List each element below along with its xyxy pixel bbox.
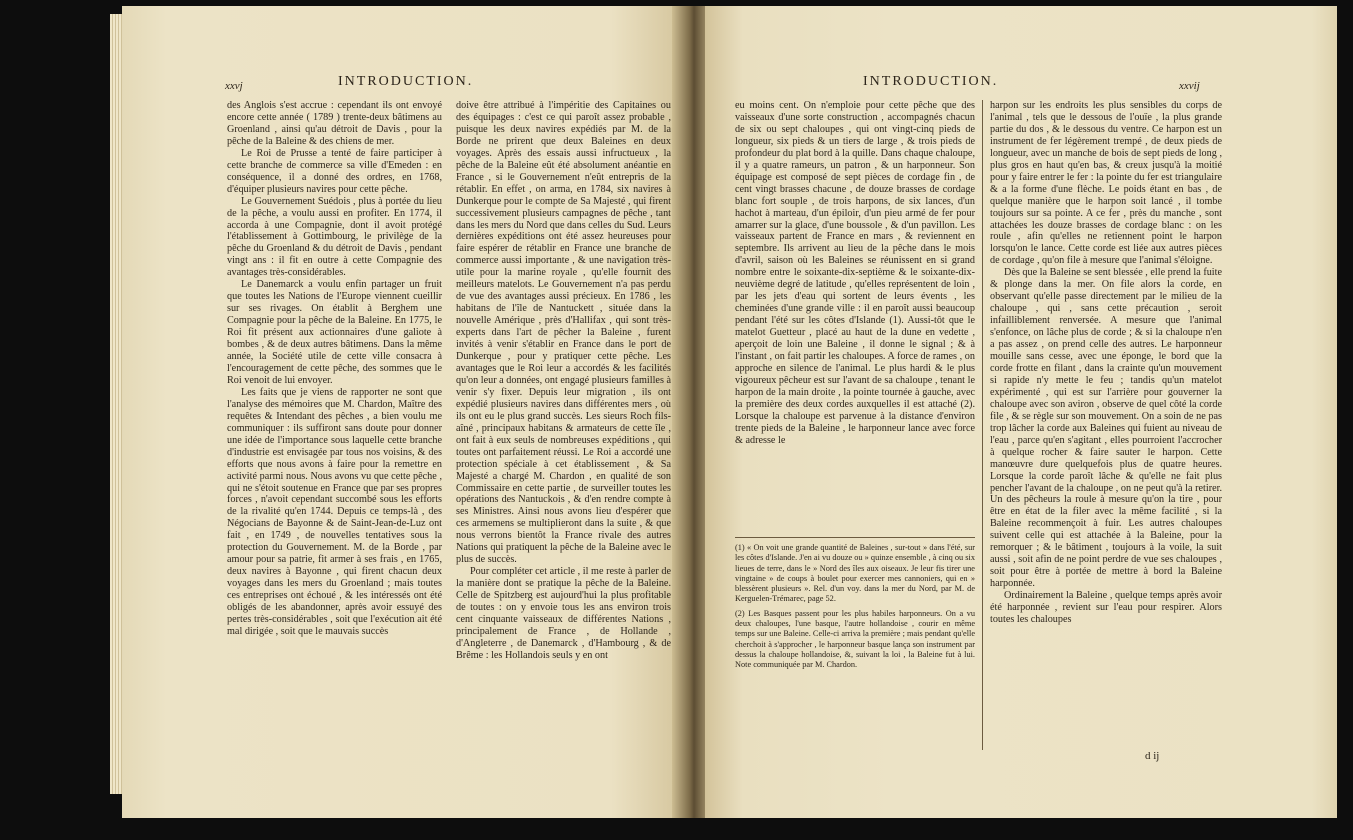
paragraph-4: Le Danemarck a voulu enfin partager un fruit que toutes les Nations de l'Europe viennent cueillir sur ses rivages. On établit à Berghem une Compagnie pour la pêche de la Baleine. En 1775, le Roi fit présent aux actionnaires d'une galiote à bombes , & de deux autres bâtimens. Dans la même année, la Société utile de cette ville consacra à l'encouragement de cette pêche, des sommes que le Roi venoit de lui envoyer. — [227, 279, 442, 386]
footnote-1: (1) « On voit une grande quantité de Baleines , sur-tout » dans l'été, sur les côtes d'Islande. J'en ai vu douze ou » quinze ensemble , à cinq ou six lieues de terre, dans le » Nord des îles aux oiseaux. Je leur fis tirer une vingtaine » de coups à boulet pour exercer mes cannoniers, qui en » blessèrent plusieurs ». Rel. d'un voy. dans la mer du Nord, par M. de Kerguelen-Trémarec, page 52. — [735, 543, 975, 604]
paragraph-1: doive être attribué à l'impéritie des Capitaines ou des équipages : c'est ce qui paroît assez probable , puisque les deux navires expédiés par M. de la Borde ne prirent que deux Baleines en deux voyages. Après des essais aussi infructueux , la pêche de la Baleine eût été absolument anéantie en France , si le Gouvernement n'eût entrepris de la rétablir. En effet , on arma, en 1784, six navires à Dunkerque pour le compte de Sa Majesté , qui firent successivement plusieurs campagnes de pêche , tant dans les mers du Nord que dans celles du Sud. Leurs dernières expéditions ont été assez heureuses pour faire espérer de rétablir en France une branche de commerce aussi importante , & une navigation très-utile pour la marine royale , qu'elle fournit des meilleurs matelots. Le Gouvernement n'a pas perdu de vue des avantages aussi précieux. En 1786 , les habitans de l'île de Nantuckett , située dans la nouvelle Amérique , près d'Hallifax , qui sont très-experts dans l'art de pêcher la Baleine , furent invités à venir s'établir en France dans le port de Dunkerque , pour y pratiquer cette pêche. Les avantages que le Roi leur a accordés & les facilités qu'on leur a données, ont engagé plusieurs familles à venir s'y fixer. Depuis leur migration , ils ont expédié plusieurs navires dans différentes mers , où ils ont eu le plus grand succès. Les sieurs Roch fils-aîné , principaux habitans & armateurs de cette île , ont fait à eux seuls de nombreuses expéditions , qui toutes ont parfaitement réussi. Le Roi a accordé une protection spéciale à cet établissement , & Sa Majesté a chargé M. Chardon , en qualité de son Commissaire en cette partie , de surveiller toutes les opérations des Nantuckois , & d'en rendre compte à ses Ministres. Ainsi nous avons lieu d'espérer que ces armemens se multiplieront dans la suite , & que nous verrons bientôt la France rivale des autres Nations qui pratiquent la pêche de la Baleine avec le plus de succès. — [456, 100, 671, 566]
paragraph-2: Pour compléter cet article , il me reste à parler de la manière dont se pratique la pêche de la Baleine. Celle de Spitzberg est aujourd'hui la plus profitable de toutes : on y envoie tous les ans environ trois cent cinquante vaisseaux de différentes Nations , principalement de France , de Hollande , d'Angleterre , de Danemarck , d'Hambourg , & de Brême : les Hollandois seuls y en ont — [456, 566, 671, 661]
left-page-number: xxvj — [225, 80, 243, 92]
right-page — [705, 6, 1337, 818]
signature-mark: d ij — [1145, 750, 1160, 762]
right-running-head: INTRODUCTION. — [863, 74, 999, 89]
left-page-column-2 — [456, 100, 671, 740]
paragraph-5: Les faits que je viens de rapporter ne sont que l'analyse des mémoires que M. Chardon, Maître des requêtes & Intendant des pêches , a bien voulu me communiquer : ils suffiront sans doute pour donner une idée de l'importance sous laquelle cette branche d'industrie est envisagée par tous nos voisins, & des efforts que nous avons à faire pour la remettre en activité parmi nous. Nous avons vu que cette pêche , qui ne s'étoit soutenue en France que par ses propres forces , n'avoit cependant succombé sous les efforts de la rivalité qu'en 1744. Depuis ce temps-là , des Négocians de Bayonne & de Saint-Jean-de-Luz ont fait , en 1749 , de nouvelles tentatives sous la protection du Gouvernement. M. de la Borde , par amour pour sa patrie, fit armer à ses frais , en 1765, deux navires à Bayonne , qui firent chacun deux voyages dans les mers du Groenland ; mais toutes ces entreprises ont échoué , & les intéressés ont été obligés de les abandonner, après avoir essuyé des pertes très-considérables , soit que l'exécution ait été mal dirigée , soit que le mauvais succès — [227, 386, 442, 637]
right-page-column-1 — [735, 100, 975, 532]
left-page-column-1 — [227, 100, 442, 740]
footnote-2: (2) Les Basques passent pour les plus habiles harponneurs. On a vu deux chaloupes, l'une basque, l'autre hollandoise , courir en même temps sur une Baleine. Celle-ci arriva la première ; mais pendant qu'elle cherchoit à s'approcher , le harponneur basque lança son instrument par dessus la chaloupe hollandoise, &, suivant la loi , la Baleine fut à lui. Note communiquée par M. Chardon. — [735, 608, 975, 670]
paragraph-1: harpon sur les endroits les plus sensibles du corps de l'animal , tels que le dessous de l'ouïe , la plus grande partie du dos , & le dessous du ventre. Ce harpon est un instrument de fer légèrement trempé , de deux pieds de longueur, avec un manche de bois de sept pieds de long , plus gros en haut qu'en bas, & creux jusqu'à la moitié pour y faire entrer le fer : la pointe du fer est triangulaire & a la forme d'une flèche. Le poids étant en bas , de quelque manière que le harpon soit lancé , il tombe toujours sur sa pointe. A ce fer , près du manche , sont attachées les douze brasses de cordage blanc : on les roule , afin qu'elles ne retiennent point le harpon lorsqu'on le lance. Cette corde est liée aux autres pièces de cordage , qu'on file à mesure que l'animal s'éloigne. — [990, 100, 1222, 267]
paragraph-2: Dès que la Baleine se sent blessée , elle prend la fuite & plonge dans la mer. On file alors la corde, en observant qu'elle passe directement par le milieu de la chaloupe , qui , sans cette précaution , seroit infailliblement renversée. A mesure que l'animal s'enfonce, on lâche plus de corde ; & si la chaloupe n'en a pas assez , on prend celle des autres. Le harponneur mouille sans cesse, avec une éponge, le bord que la corde frotte en filant , dans la crainte qu'un mouvement si rapide n'y mette le feu ; tandis qu'un matelot expérimenté , qui est sur l'arrière pour gouverner la chaloupe avec son aviron , observe de quel côté la corde file , & se règle sur son mouvement. On a soin de ne pas trop lâcher la corde aux Baleines qui fuient au niveau de l'eau , parce qu'en s'agitant , elles pourroient l'accrocher à quelque rocher & faire sauter le harpon. Cette manœuvre dure quelquefois plus de quatre heures. Lorsque la corde paroît lâche & qu'elle ne fait plus pencher l'avant de la chaloupe , on ne peut qu'à la retirer. Un des pêcheurs la roule à mesure qu'on la tire , pour être en état de la filer avec la même facilité , si la Baleine recommençoit à fuir. Les autres chaloupes suivent celle qui est attachée à la Baleine, pour la remorquer ; & le bâtiment , toujours à la voile, la suit aussi , soit afin de ne point perdre de vue ses chaloupes , soit pour être à portée de mettre à bord la Baleine harponnée. — [990, 267, 1222, 590]
paragraph-1: eu moins cent. On n'emploie pour cette pêche que des vaisseaux d'une sorte construction , accompagnés chacun de six ou sept chaloupes , qui ont vingt-cinq pieds de longueur, six pieds & un tiers de large , & trois pieds de profondeur du plat bord à la quille. Dans chaque chaloupe, il y a quatre rameurs, un patron , & un harponneur. Son équipage est composé de sept pièces de cordage fin , de cent vingt brasses chacune , de douze brasses de cordage blanc fort souple , de trois harpons, de six lances, d'un hachot à marteau, d'un épiloir, d'un pieu armé de fer pour amarrer sur la glace, d'une boussole , & d'un pavillon. Les vaisseaux partent de France en mars , & reviennent en septembre. Ils arrivent au lieu de la pêche dans le mois d'avril, saison où les Baleines se réunissent en si grand nombre entre le soixante-dix-septième & le soixante-dix-neuvième degré de latitude , qu'elles représentent de loin , par les jets d'eau qui sortent de leurs évents , les cheminées d'une grande ville : il en paroît aussi beaucoup pendant l'été sur les côtes d'Islande (1). Aussi-tôt que le matelot Guetteur , placé au haut de la dune en vedette , aperçoit de loin une Baleine , il donne le signal ; & à l'instant , on fait partir les chaloupes. A force de rames , on approche en silence de l'animal. Le plus hardi & le plus vigoureux pêcheur est sur l'avant de sa chaloupe , tenant le harpon de la main droite , la pointe tournée à gauche, avec la première des deux cordes auxquelles il est attaché (2). Lorsque la chaloupe est parvenue à la distance d'environ trente pieds de la Baleine , le harponneur lance avec force & adresse le — [735, 100, 975, 446]
paragraph-2: Le Roi de Prusse a tenté de faire participer à cette branche de commerce sa ville d'Emeden : en conséquence, il a donné des ordres, en 1768, d'équiper plusieurs navires pour cette pêche. — [227, 147, 442, 195]
column-divider — [982, 100, 983, 750]
left-running-head: INTRODUCTION. — [338, 74, 474, 89]
paragraph-1: des Anglois s'est accrue : cependant ils ont envoyé encore cette année ( 1789 ) trente-deux bâtimens au Groenland , ainsi qu'au détroit de Davis , pour la pêche de la Baleine & des chiens de mer. — [227, 100, 442, 147]
paragraph-3: Le Gouvernement Suédois , plus à portée du lieu de la pêche, a voulu aussi en profiter. En 1774, il accorda à une Compagnie, dont il avoit protégé l'établissement à Gottimbourg, le privilège de la pêche du Groenland & du détroit de Davis , pendant vingt ans : il fit en outre à cette Compagnie des avantages très-considérables. — [227, 195, 442, 279]
footnotes — [735, 543, 975, 753]
right-page-number: xxvij — [1179, 80, 1200, 92]
right-page-column-2 — [990, 100, 1222, 740]
paragraph-3: Ordinairement la Baleine , quelque temps après avoir été harponnée , revient sur l'eau pour respirer. Alors toutes les chaloupes — [990, 590, 1222, 625]
left-page — [122, 6, 678, 818]
footnote-rule — [735, 537, 975, 538]
